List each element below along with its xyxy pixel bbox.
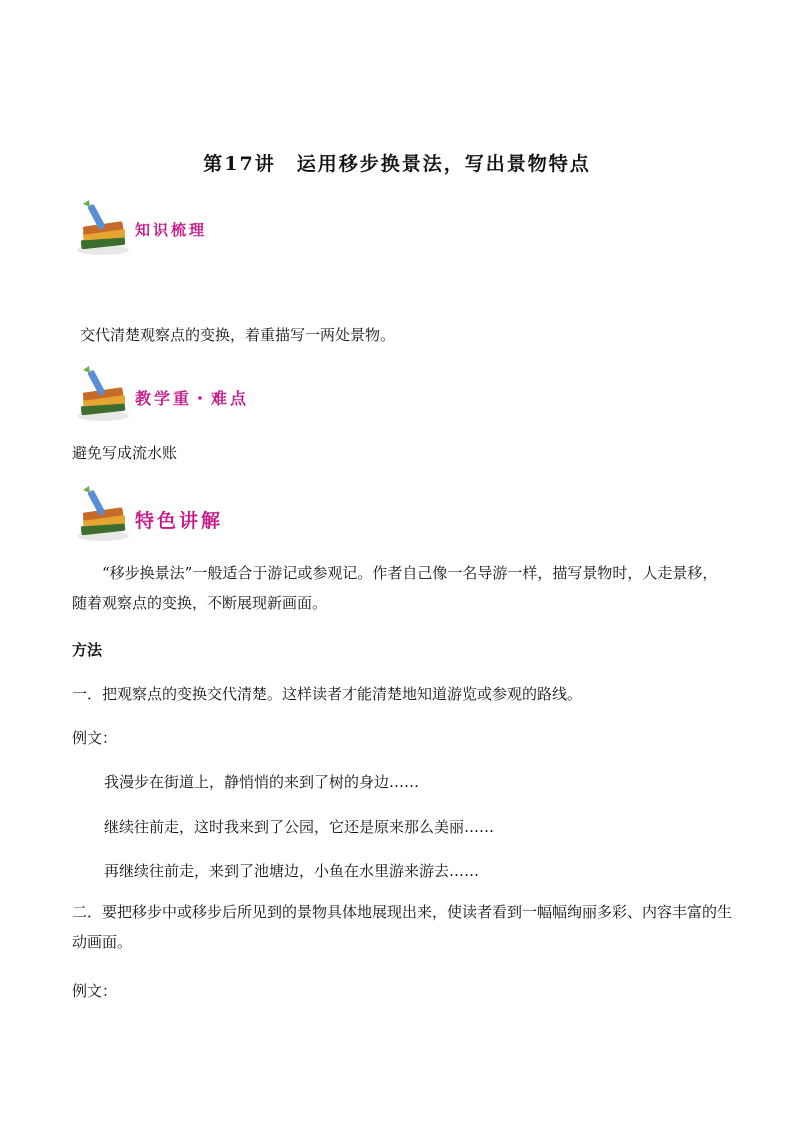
section-label-explanation: 特色讲解 (135, 510, 224, 532)
knowledge-text: 交代清楚观察点的变换，着重描写一两处景物。 (80, 326, 396, 344)
example-line: 再继续往前走，来到了池塘边，小鱼在水里游来游去…… (104, 862, 480, 880)
books-pencil-icon (75, 486, 133, 544)
section-label-knowledge: 知识梳理 (135, 221, 208, 239)
difficulty-text: 避免写成流水账 (72, 444, 178, 462)
example-line: 继续往前走，这时我来到了公园，它还是原来那么美丽…… (104, 818, 495, 836)
example-label: 例文： (72, 982, 118, 1000)
section-header-difficulty (75, 366, 375, 426)
page-title: 第17讲 运用移步换景法，写出景物特点 (203, 153, 591, 175)
explanation-paragraph: “移步换景法”一般适合于游记或参观记。作者自己像一名导游一样，描写景物时，人走景移，随着观察点的变换，不断展现新画面。 (72, 564, 718, 612)
section-header-explanation (75, 486, 375, 546)
method-heading: 方法 (72, 641, 103, 659)
method-one-text: 一．把观察点的变换交代清楚。这样读者才能清楚地知道游览或参观的路线。 (72, 685, 583, 703)
section-header-knowledge (75, 200, 375, 260)
method-two-text: 二．要把移步中或移步后所见到的景物具体地展现出来，使读者看到一幅幅绚丽多彩、内容丰富的生动画面。 (72, 903, 733, 951)
example-label: 例文： (72, 729, 118, 747)
section-label-difficulty: 教学重・难点 (135, 389, 250, 408)
books-pencil-icon (75, 366, 133, 424)
example-line: 我漫步在街道上，静悄悄的来到了树的身边…… (104, 773, 420, 791)
books-pencil-icon (75, 200, 133, 258)
